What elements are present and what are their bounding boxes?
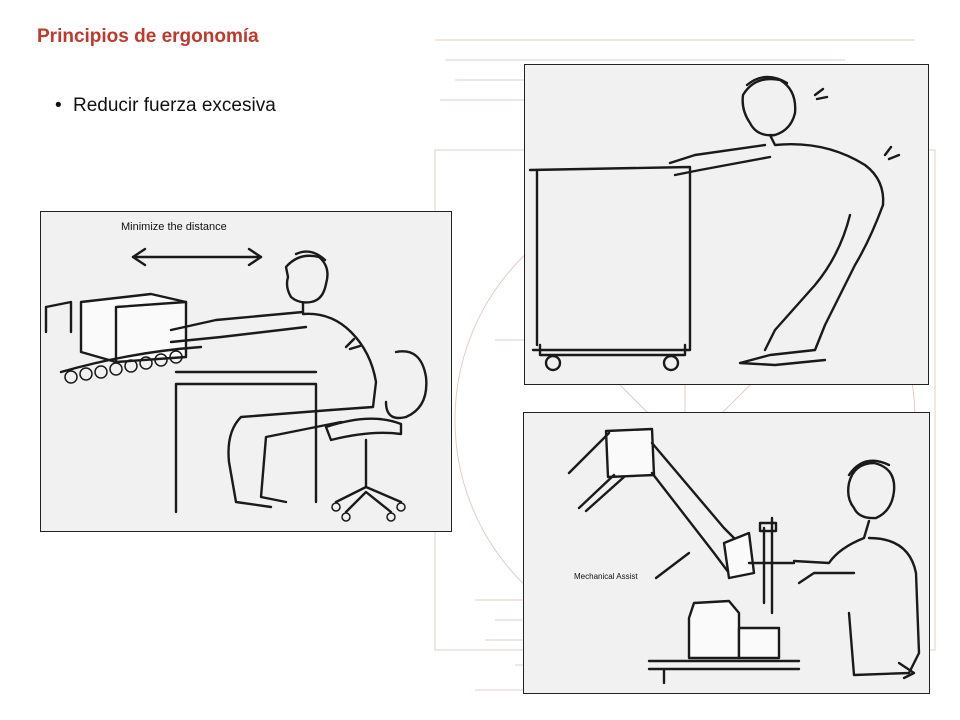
mechanical-arm <box>569 429 794 613</box>
illustration-caption: Mechanical Assist <box>574 572 638 581</box>
illustration-pushing-cart <box>524 64 929 385</box>
seated-person <box>171 252 376 507</box>
cart <box>530 167 690 370</box>
worker <box>794 461 919 678</box>
bullet-text: Reducir fuerza excesiva <box>73 95 276 116</box>
bullet-dot: • <box>55 95 62 116</box>
pushing-person <box>670 77 899 365</box>
illustration-caption: Minimize the distance <box>121 221 227 233</box>
illustration-seated-reach <box>40 211 452 532</box>
workbench <box>649 601 799 683</box>
bullet-item <box>55 95 276 117</box>
illustration-mechanical-assist <box>523 412 930 694</box>
distance-arrow <box>133 249 261 265</box>
slide-title: Principios de ergonomía <box>37 26 259 47</box>
